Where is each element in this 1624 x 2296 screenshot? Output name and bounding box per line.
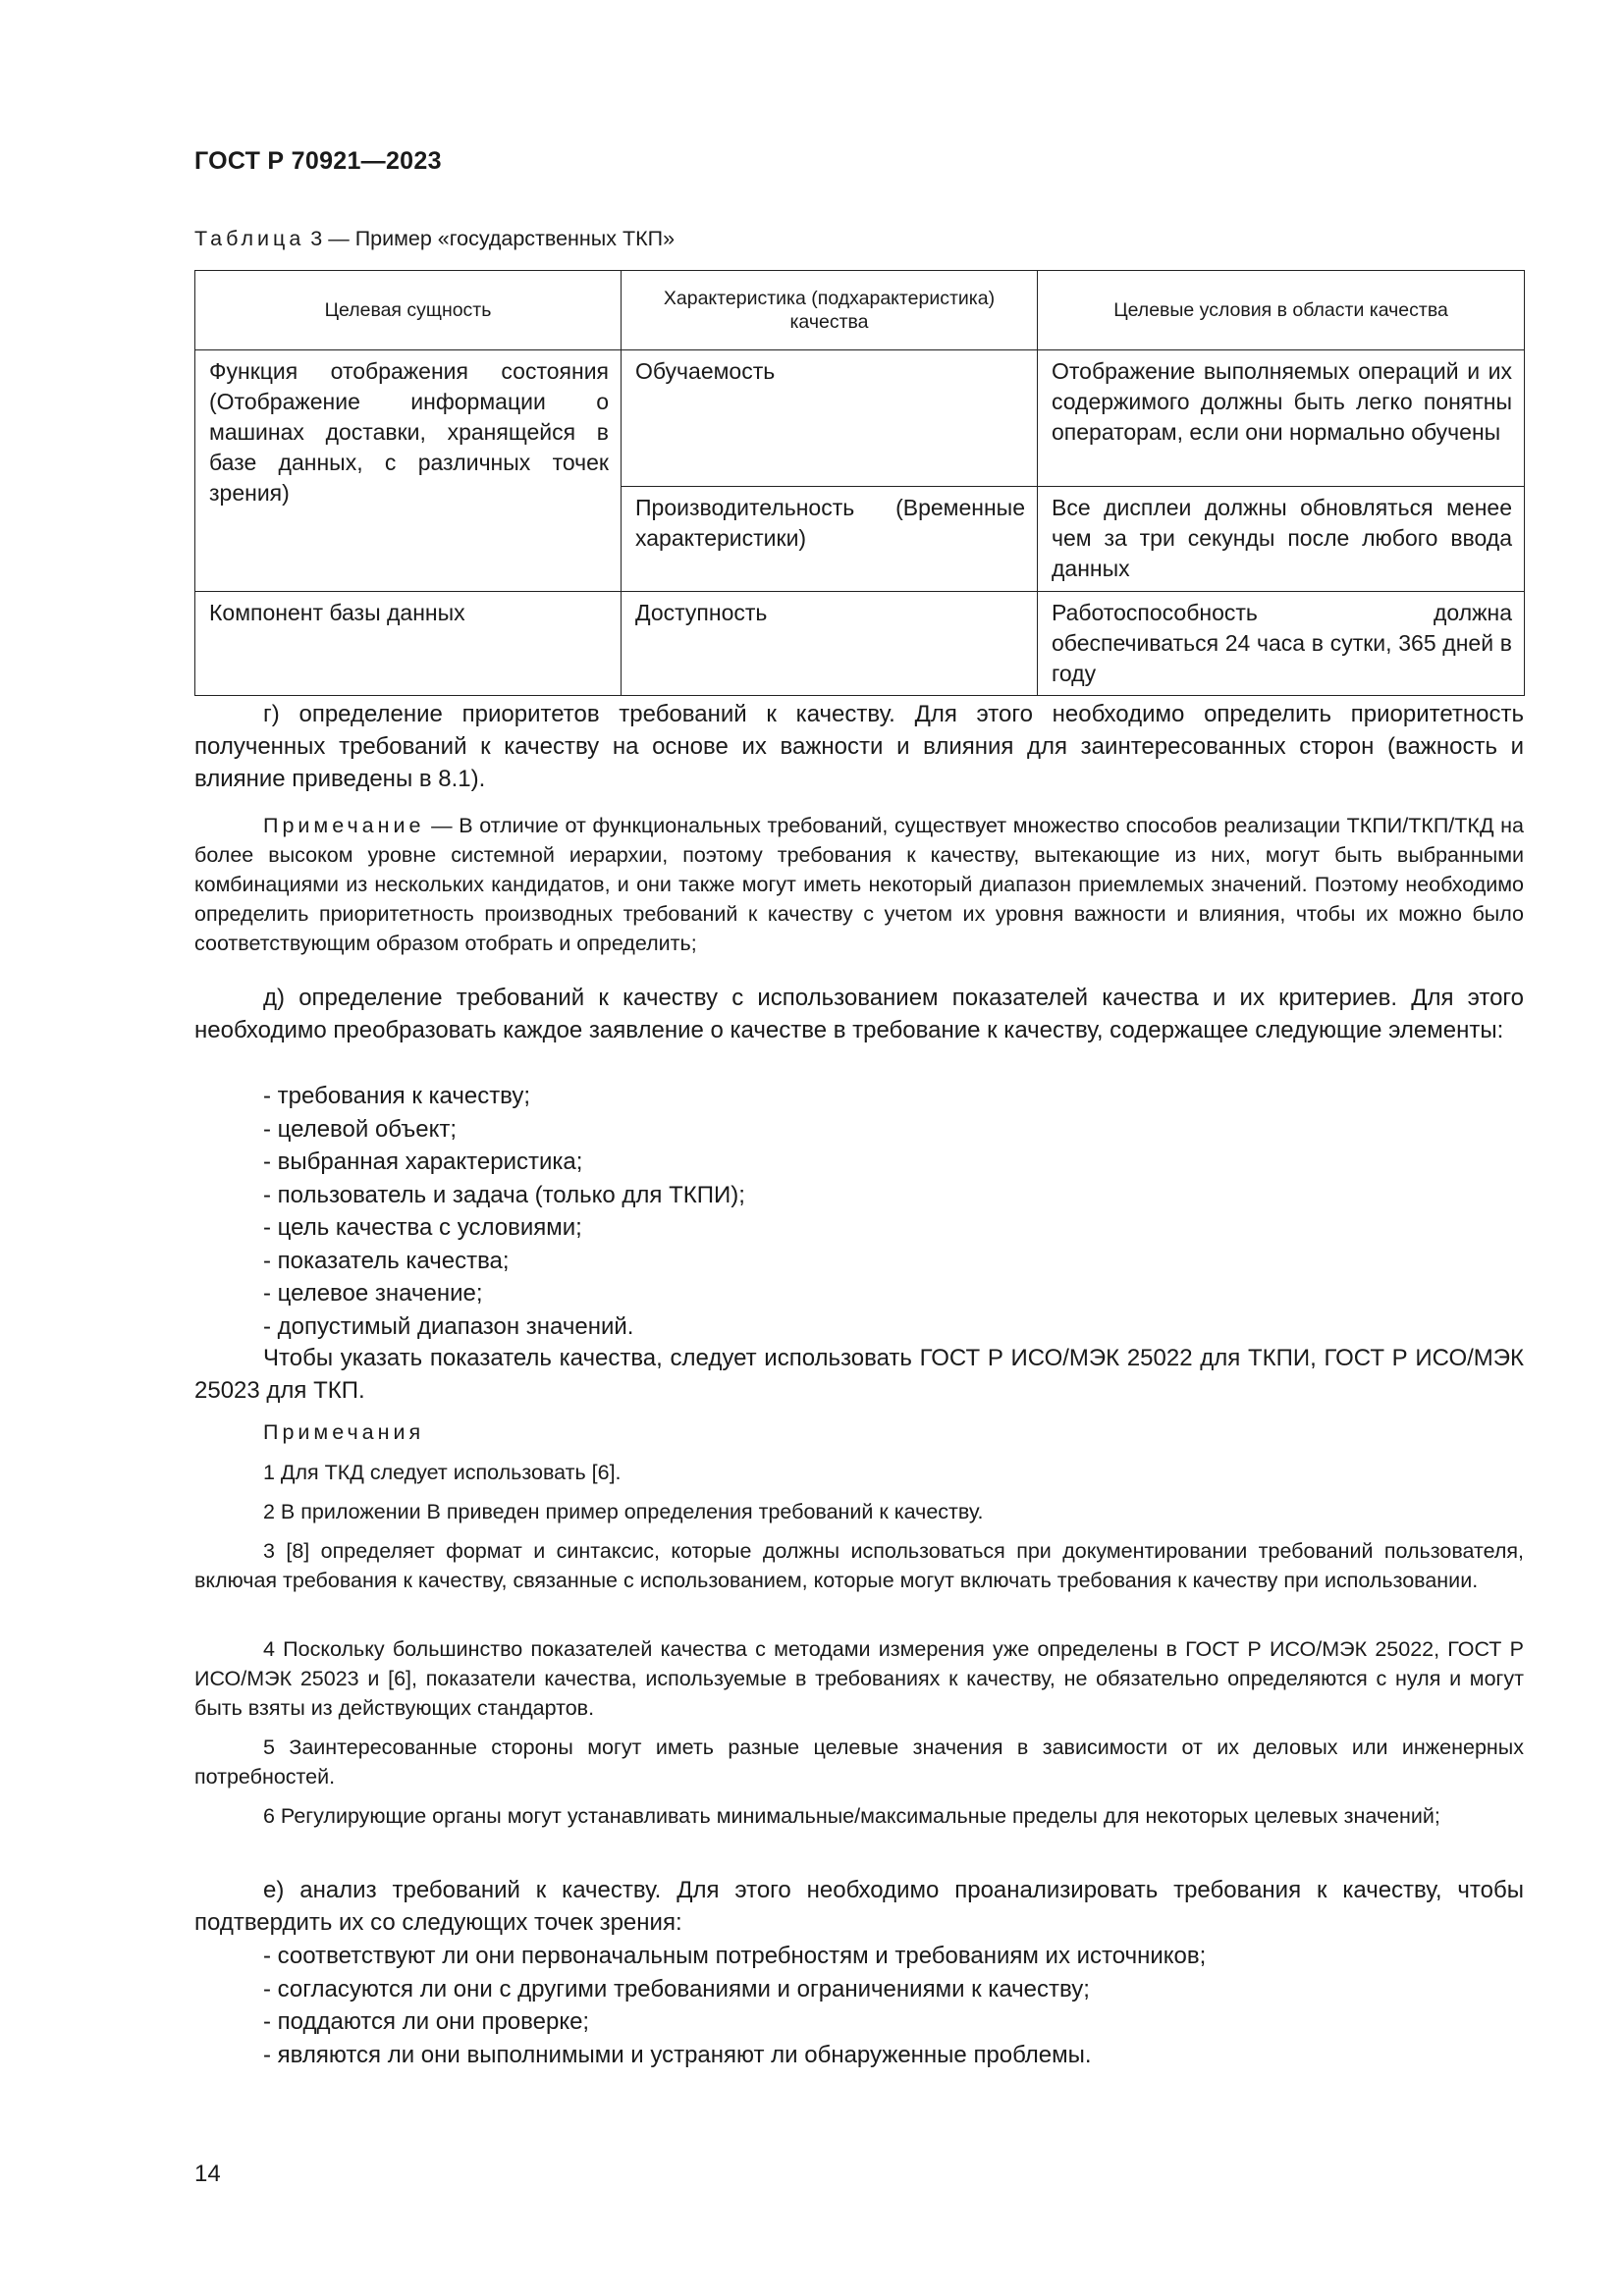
note-item: 1 Для ТКД следует использовать [6]. xyxy=(263,1461,622,1484)
table-caption-label: Таблица xyxy=(194,227,305,250)
note-g-text: — В отличие от функциональных требований, существует множество способов реализации ТКПИ/ТКП/ТКД на более высоком уровне системной иерархии, поэтому требования к качеству, вытекающие из них, могут быть выбранными комбинациями из нескольких кандидатов, и они также могут иметь некоторый диапазон приемлемых значений. Поэтому необходимо определить приоритетность производных требований к качеству с учетом их уровня важности и влияния, чтобы их можно было соответствующим образом отобрать и определить; xyxy=(194,814,1524,955)
list-item: - являются ли они выполнимыми и устраняют ли обнаруженные проблемы. xyxy=(263,2041,1092,2068)
table-cell-characteristic: Производительность (Временные характеристики) xyxy=(622,487,1038,592)
table-caption xyxy=(194,227,675,251)
note-item: 4 Поскольку большинство показателей качества с методами измерения уже определены в ГОСТ Р ИСО/МЭК 25022, ГОСТ Р ИСО/МЭК 25023 и [6], показатели качества, используемые в требованиях к качеству, не обязательно определяются с нуля и могут быть взяты из действующих стандартов. xyxy=(194,1637,1524,1720)
list-item: - согласуются ли они с другими требованиями и ограничениями к качеству; xyxy=(263,1975,1090,2002)
notes-heading: Примечания xyxy=(263,1420,425,1444)
list-item: - соответствуют ли они первоначальным потребностям и требованиям их источников; xyxy=(263,1943,1207,1969)
table-cell-characteristic: Доступность xyxy=(622,592,1038,696)
list-item: - выбранная характеристика; xyxy=(263,1148,583,1175)
list-item: - цель качества с условиями; xyxy=(263,1214,582,1241)
list-item: - целевой объект; xyxy=(263,1115,458,1143)
table-cell-entity: Функция отображения состояния (Отображение информации о машинах доставки, хранящейся в базе данных, с различных точек зрения) xyxy=(195,350,622,592)
table-cell-entity: Компонент базы данных xyxy=(195,592,622,696)
paragraph-e: е) анализ требований к качеству. Для этого необходимо проанализировать требования к качеству, чтобы подтвердить их со следующих точек зрения: xyxy=(194,1877,1524,1936)
note-item: 3 [8] определяет формат и синтаксис, которые должны использоваться при документировании требований пользователя, включая требования к качеству, связанные с использованием, которые могут включать требования к качеству при использовании. xyxy=(194,1539,1524,1592)
column-header-characteristic: Характеристика (подхарактеристика) качества xyxy=(622,271,1038,350)
table-cell-characteristic: Обучаемость xyxy=(622,350,1038,487)
list-d xyxy=(263,1080,1524,1343)
list-item: - показатель качества; xyxy=(263,1247,510,1274)
table-cell-conditions: Все дисплеи должны обновляться менее чем за три секунды после любого ввода данных xyxy=(1038,487,1525,592)
paragraph-indicator: Чтобы указать показатель качества, следует использовать ГОСТ Р ИСО/МЭК 25022 для ТКПИ, ГОСТ Р ИСО/МЭК 25023 для ТКП. xyxy=(194,1345,1524,1404)
list-item: - требования к качеству; xyxy=(263,1083,531,1109)
paragraph-d: д) определение требований к качеству с использованием показателей качества и их критериев. Для этого необходимо преобразовать каждое заявление о качестве в требование к качеству, содержащее следующие элементы: xyxy=(194,985,1524,1043)
list-item: - пользователь и задача (только для ТКПИ); xyxy=(263,1181,745,1208)
table-row xyxy=(195,592,1525,696)
note-item: 6 Регулирующие органы могут устанавливать минимальные/максимальные пределы для некоторых целевых значений; xyxy=(263,1804,1440,1828)
table-cell-conditions: Работоспособность должна обеспечиваться 24 часа в сутки, 365 дней в году xyxy=(1038,592,1525,696)
table-row xyxy=(195,350,1525,487)
table-cell-conditions: Отображение выполняемых операций и их содержимого должны быть легко понятны операторам, если они нормально обучены xyxy=(1038,350,1525,487)
paragraph-g: г) определение приоритетов требований к качеству. Для этого необходимо определить приоритетность полученных требований к качеству на основе их важности и влияния для заинтересованных сторон (важность и влияние приведены в 8.1). xyxy=(194,701,1524,792)
list-e xyxy=(263,1940,1524,2071)
table-header-row xyxy=(195,271,1525,350)
note-g-label: Примечание xyxy=(263,814,425,837)
note-g xyxy=(194,811,1524,958)
document-header: ГОСТ Р 70921—2023 xyxy=(194,147,442,175)
quality-requirements-table xyxy=(194,270,1525,696)
column-header-entity: Целевая сущность xyxy=(195,271,622,350)
list-item: - допустимый диапазон значений. xyxy=(263,1312,634,1340)
page-number: 14 xyxy=(194,2161,221,2187)
note-item: 2 В приложении В приведен пример определения требований к качеству. xyxy=(263,1500,984,1523)
table-caption-text: 3 — Пример «государственных ТКП» xyxy=(304,227,676,250)
list-item: - поддаются ли они проверке; xyxy=(263,2008,590,2035)
column-header-conditions: Целевые условия в области качества xyxy=(1038,271,1525,350)
list-item: - целевое значение; xyxy=(263,1280,483,1307)
note-item: 5 Заинтересованные стороны могут иметь разные целевые значения в зависимости от их деловых или инженерных потребностей. xyxy=(194,1735,1524,1789)
